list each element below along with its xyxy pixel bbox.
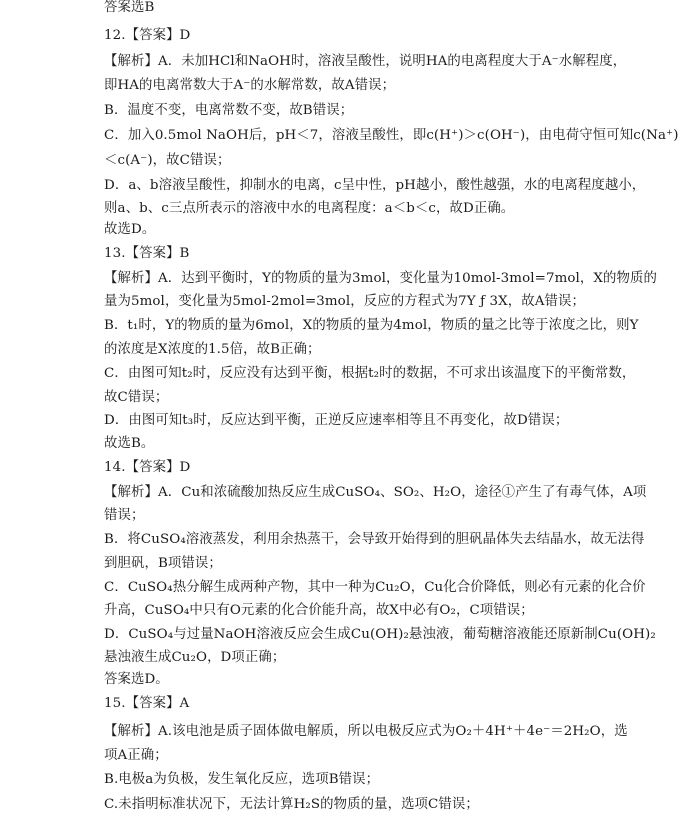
text-line: 答案选B [104, 0, 155, 15]
text-line: 升高，CuSO₄中只有O元素的化合价能升高，故X中必有O₂，C项错误； [104, 603, 534, 618]
text-line: 则a、b、c三点所表示的溶液中水的电离程度：a＜b＜c，故D正确。 [104, 201, 515, 216]
text-line: D．由图可知t₃时，反应达到平衡，正逆反应速率相等且不再变化，故D错误； [104, 413, 569, 428]
question-13-answer: 13.【答案】B [104, 246, 190, 261]
question-14-answer: 14.【答案】D [104, 460, 191, 475]
text-line: 到胆矾，B项错误； [104, 556, 222, 571]
text-line: 项A正确； [104, 748, 168, 763]
text-line: C．加入0.5mol NaOH后，pH＜7，溶液呈酸性，即c(H⁺)＞c(OH⁻)，由电荷守恒可知c(Na⁺) [104, 128, 679, 143]
text-line: 的浓度是X浓度的1.5倍，故B正确； [104, 342, 321, 357]
text-line: C．CuSO₄热分解生成两种产物，其中一种为Cu₂O，Cu化合价降低，则必有元素的化合价 [104, 580, 646, 595]
text-line: C．由图可知t₂时，反应没有达到平衡，根据t₂时的数据，不可求出该温度下的平衡常数， [104, 366, 636, 381]
text-line: 量为5mol，变化量为5mol-2mol=3mol，反应的方程式为7Y ƒ 3X，故A错误； [104, 294, 585, 309]
text-line: B．温度不变，电离常数不变，故B错误； [104, 103, 354, 118]
text-line: 【解析】A.该电池是质子固体做电解质，所以电极反应式为O₂＋4H⁺＋4e⁻＝2H₂O，选 [104, 724, 628, 739]
text-line: ＜c(A⁻)，故C错误； [104, 153, 231, 168]
text-line: B．将CuSO₄溶液蒸发，利用余热蒸干，会导致开始得到的胆矾晶体失去结晶水，故无法得 [104, 532, 645, 547]
question-15-answer: 15.【答案】A [104, 696, 190, 711]
text-line: 故选B。 [104, 436, 155, 451]
text-line: B.电极a为负极，发生氧化反应，选项B错误； [104, 772, 380, 787]
text-line: D．a、b溶液呈酸性，抑制水的电离，c呈中性，pH越小，酸性越强，水的电离程度越小， [104, 178, 646, 193]
text-line: 【解析】A．未加HCl和NaOH时，溶液呈酸性，说明HA的电离程度大于A⁻水解程度， [104, 54, 627, 69]
text-line: B．t₁时，Y的物质的量为6mol，X的物质的量为4mol，物质的量之比等于浓度之比，则Y [104, 318, 639, 333]
text-line: 故C错误； [104, 390, 169, 405]
text-line: 即HA的电离常数大于A⁻的水解常数，故A错误； [104, 78, 396, 93]
text-line: 【解析】A．Cu和浓硫酸加热反应生成CuSO₄、SO₂、H₂O，途径①产生了有毒气体，A项 [104, 485, 647, 500]
text-line: 错误； [104, 508, 145, 523]
text-line: C.未指明标准状况下，无法计算H₂S的物质的量，选项C错误； [104, 797, 479, 812]
question-12-answer: 12.【答案】D [104, 28, 191, 43]
text-line: D．CuSO₄与过量NaOH溶液反应会生成Cu(OH)₂悬浊液，葡萄糖溶液能还原新制Cu(OH)₂ [104, 627, 656, 642]
text-line: 悬浊液生成Cu₂O，D项正确； [104, 650, 286, 665]
text-line: 答案选D。 [104, 672, 169, 687]
text-line: 【解析】A．达到平衡时，Y的物质的量为3mol，变化量为10mol-3mol=7mol，X的物质的 [104, 271, 657, 286]
text-line: 故选D。 [104, 222, 156, 237]
